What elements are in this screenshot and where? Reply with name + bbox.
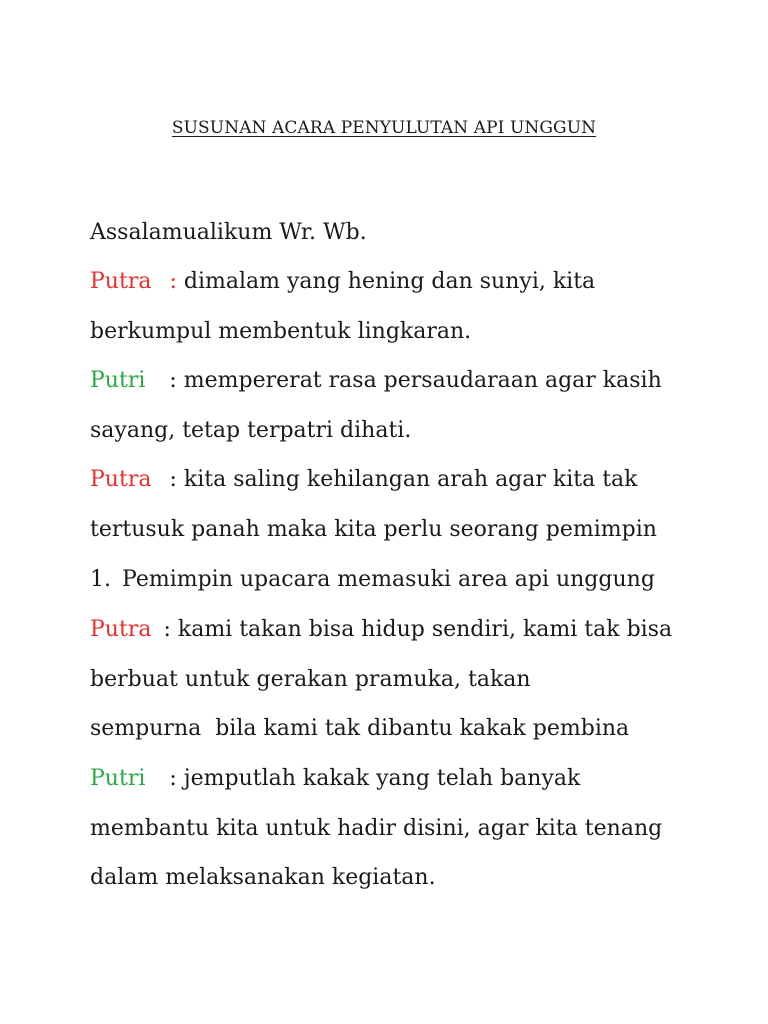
list-item bbox=[90, 565, 655, 595]
dialog-continuation: sayang, tetap terpatri dihati. bbox=[90, 418, 412, 443]
speaker-colon: : bbox=[169, 269, 177, 294]
dialog-line bbox=[90, 615, 672, 645]
list-text: Pemimpin upacara memasuki area api unggung bbox=[122, 567, 655, 592]
speaker-label: Putra bbox=[90, 617, 152, 642]
speaker-colon: : bbox=[169, 467, 177, 492]
dialog-text: jemputlah kakak yang telah banyak bbox=[183, 766, 581, 791]
speaker-colon: : bbox=[163, 617, 171, 642]
speaker-label: Putra bbox=[90, 467, 152, 492]
dialog-continuation: berbuat untuk gerakan pramuka, takan bbox=[90, 667, 531, 692]
document-title: SUSUNAN ACARA PENYULUTAN API UNGGUN bbox=[171, 118, 597, 138]
dialog-continuation: membantu kita untuk hadir disini, agar kita tenang bbox=[90, 816, 663, 841]
list-number: 1. bbox=[90, 567, 111, 592]
dialog-continuation: sempurna bila kami tak dibantu kakak pembina bbox=[90, 716, 630, 741]
speaker-colon: : bbox=[169, 368, 177, 393]
speaker-label: Putri bbox=[90, 368, 146, 393]
dialog-line bbox=[90, 267, 595, 297]
dialog-continuation: dalam melaksanakan kegiatan. bbox=[90, 865, 436, 890]
speaker-colon: : bbox=[169, 766, 177, 791]
dialog-text: dimalam yang hening dan sunyi, kita bbox=[183, 269, 596, 294]
dialog-continuation: tertusuk panah maka kita perlu seorang pemimpin bbox=[90, 517, 657, 542]
dialog-continuation: berkumpul membentuk lingkaran. bbox=[90, 319, 472, 344]
speaker-label: Putri bbox=[90, 766, 146, 791]
dialog-text: kita saling kehilangan arah agar kita tak bbox=[183, 467, 638, 492]
dialog-line bbox=[90, 366, 662, 396]
greeting-line: Assalamualikum Wr. Wb. bbox=[90, 220, 367, 245]
dialog-line bbox=[90, 764, 580, 794]
dialog-line bbox=[90, 465, 638, 495]
dialog-text: kami takan bisa hidup sendiri, kami tak bisa bbox=[177, 617, 673, 642]
dialog-text: mempererat rasa persaudaraan agar kasih bbox=[183, 368, 662, 393]
speaker-label: Putra bbox=[90, 269, 152, 294]
